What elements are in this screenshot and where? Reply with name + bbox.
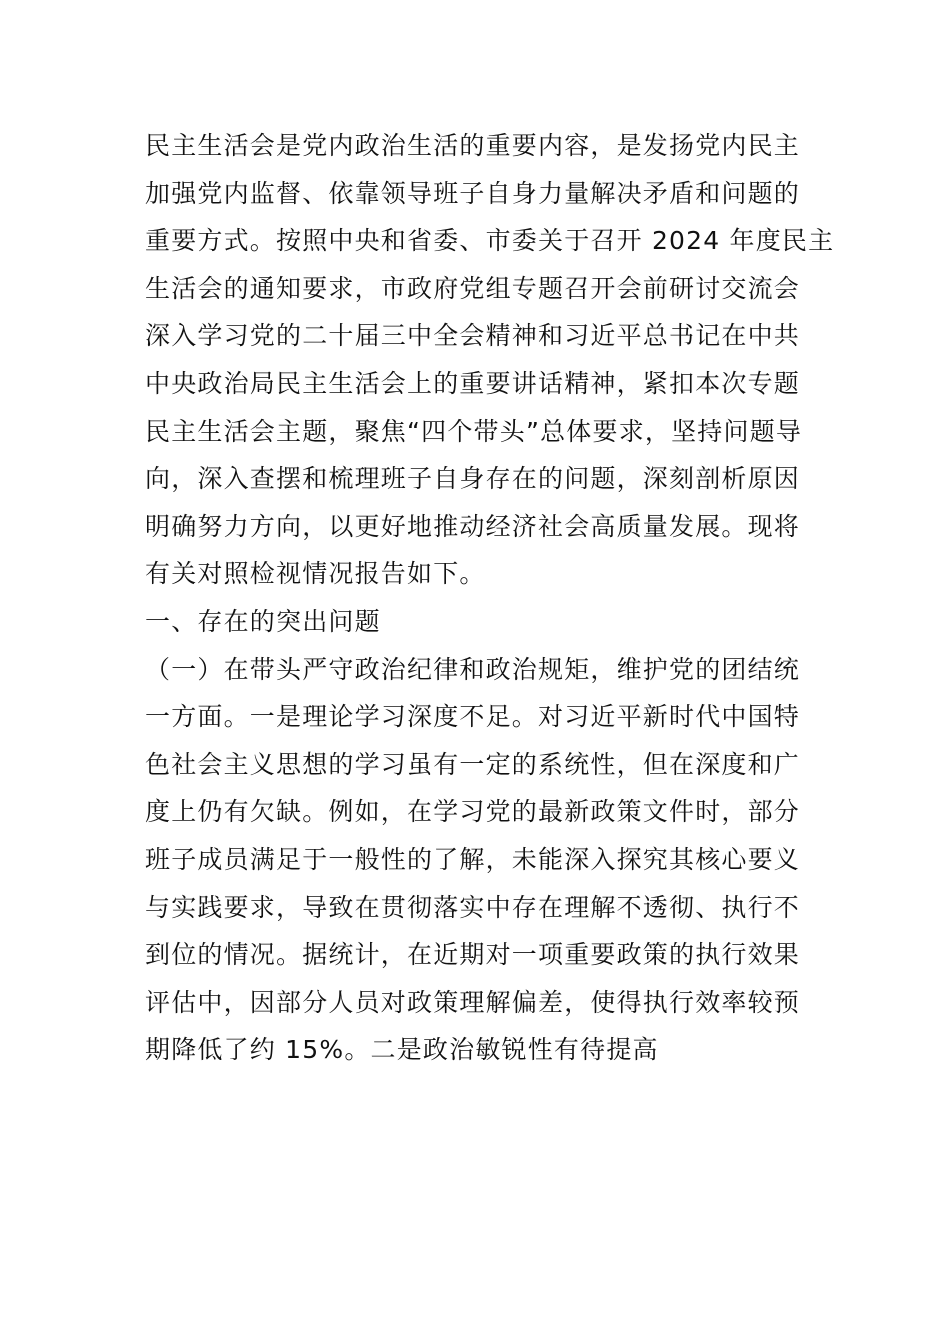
paragraph-line: 向，深入查摆和梳理班子自身存在的问题，深刻剖析原因 <box>145 464 801 494</box>
paragraph-line: 到位的情况。据统计，在近期对一项重要政策的执行效果 <box>145 940 801 970</box>
subsection-heading-line: （一）在带头严守政治纪律和政治规矩，维护党的团结统 <box>145 654 801 684</box>
paragraph-line: 民主生活会是党内政治生活的重要内容，是发扬党内民主 <box>145 131 801 160</box>
paragraph-line: 度上仍有欠缺。例如，在学习党的最新政策文件时，部分 <box>145 797 801 827</box>
document-body <box>145 122 835 1074</box>
paragraph-line: 明确努力方向，以更好地推动经济社会高质量发展。现将 <box>145 511 801 541</box>
paragraph-line: 深入学习党的二十届三中全会精神和习近平总书记在中共 <box>145 321 801 351</box>
paragraph-line: 生活会的通知要求，市政府党组专题召开会前研讨交流会 <box>145 273 801 303</box>
paragraph-line: 一方面。一是理论学习深度不足。对习近平新时代中国特 <box>145 702 801 732</box>
paragraph-line: 有关对照检视情况报告如下。 <box>145 559 486 589</box>
section-heading: 一、存在的突出问题 <box>145 606 381 636</box>
paragraph-line: 与实践要求，导致在贯彻落实中存在理解不透彻、执行不 <box>145 892 801 922</box>
paragraph-line: 重要方式。按照中央和省委、市委关于召开 2024 年度民主 <box>145 226 835 256</box>
paragraph-line: 期降低了约 15%。二是政治敏锐性有待提高 <box>145 1035 659 1065</box>
paragraph-line: 评估中，因部分人员对政策理解偏差，使得执行效率较预 <box>145 987 801 1017</box>
paragraph-line: 民主生活会主题，聚焦“四个带头”总体要求，坚持问题导 <box>145 416 803 446</box>
paragraph-line: 班子成员满足于一般性的了解，未能深入探究其核心要义 <box>145 844 801 874</box>
paragraph-line: 色社会主义思想的学习虽有一定的系统性，但在深度和广 <box>145 749 801 779</box>
paragraph-line: 中央政治局民主生活会上的重要讲话精神，紧扣本次专题 <box>145 368 801 398</box>
paragraph-line: 加强党内监督、依靠领导班子自身力量解决矛盾和问题的 <box>145 178 801 208</box>
